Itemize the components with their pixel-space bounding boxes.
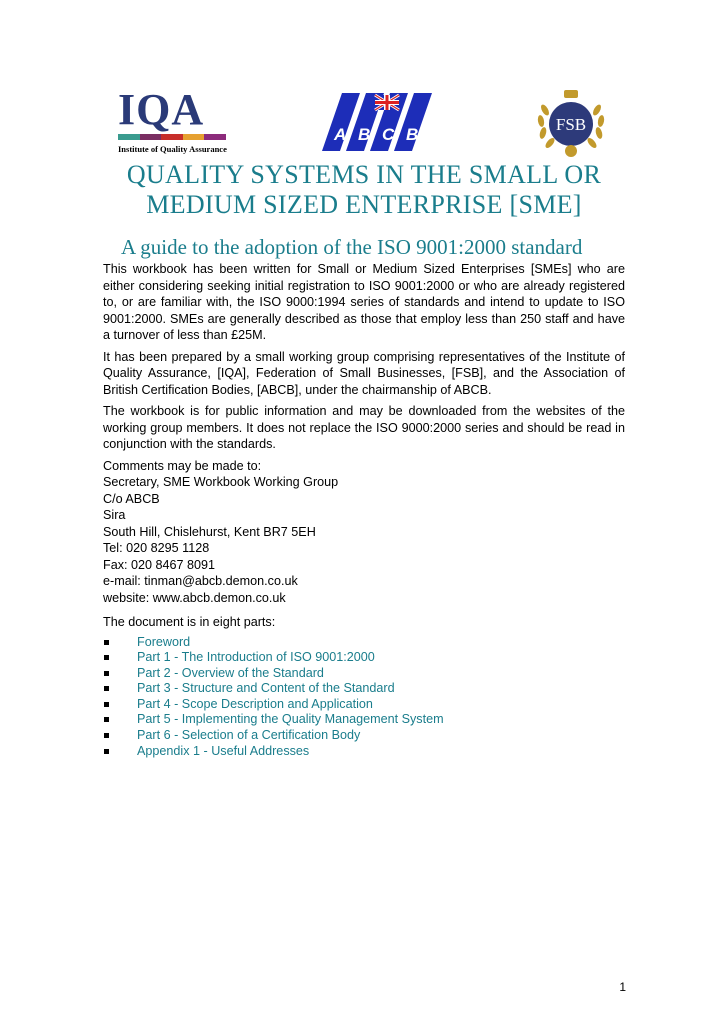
fsb-logo-graphic (535, 88, 607, 160)
contact-line: South Hill, Chislehurst, Kent BR7 5EH (103, 524, 316, 539)
iqa-logo (118, 85, 233, 160)
fsb-logo (535, 88, 607, 160)
parts-list-item[interactable] (103, 681, 625, 697)
bullet-icon (104, 733, 109, 738)
svg-text:B: B (358, 125, 371, 144)
contact-line: Tel: 020 8295 1128 (103, 541, 210, 555)
svg-text:B: B (406, 125, 419, 144)
iqa-bar-segment (140, 134, 162, 140)
parts-list-item[interactable] (103, 666, 625, 682)
part-link[interactable]: Part 4 - Scope Description and Application (137, 696, 373, 711)
iqa-bar-segment (161, 134, 183, 140)
iqa-bar-segment (118, 134, 140, 140)
part-link[interactable]: Part 5 - Implementing the Quality Management System (137, 712, 444, 727)
bullet-icon (104, 655, 109, 660)
bullet-icon (104, 686, 109, 691)
abcb-logo (320, 93, 438, 151)
page-number: 1 (619, 980, 626, 994)
contact-block (103, 458, 625, 607)
bullet-icon (104, 717, 109, 722)
contact-line: Comments may be made to: (103, 458, 262, 473)
contact-line: Secretary, SME Workbook Working Group (103, 475, 339, 489)
part-link[interactable]: Part 1 - The Introduction of ISO 9001:2000 (137, 650, 375, 665)
iqa-logo-letters: IQA (118, 85, 205, 134)
parts-list-item[interactable] (103, 728, 625, 744)
iqa-bar-segment (183, 134, 205, 140)
part-link[interactable]: Appendix 1 - Useful Addresses (137, 743, 310, 758)
part-link[interactable]: Foreword (137, 634, 191, 649)
page-subtitle: A guide to the adoption of the ISO 9001:2000 standard (121, 235, 583, 259)
bullet-icon (104, 702, 109, 707)
working-group-paragraph: It has been prepared by a small working group comprising representatives of the Institute of Quality Assurance, [IQA], Federation of Small Businesses, [FSB], and the Association of British Certification Bodies, [ABCB], under the chairmanship of ABCB. (103, 349, 625, 397)
parts-list (103, 635, 625, 760)
bullet-icon (104, 640, 109, 645)
contact-email[interactable]: e-mail: tinman@abcb.demon.co.uk (103, 574, 298, 588)
parts-list-item[interactable] (103, 744, 625, 760)
parts-intro: The document is in eight parts: (103, 615, 276, 629)
svg-text:A: A (334, 125, 347, 144)
part-link[interactable]: Part 3 - Structure and Content of the Standard (137, 681, 395, 696)
abcb-logo-graphic (320, 93, 438, 151)
bullet-icon (104, 671, 109, 676)
iqa-color-bar (118, 134, 226, 140)
part-link[interactable]: Part 2 - Overview of the Standard (137, 665, 324, 680)
contact-line: C/o ABCB (103, 491, 160, 506)
svg-text:C: C (382, 125, 395, 144)
public-info-paragraph: The workbook is for public information and may be downloaded from the websites of the working group members. It does not replace the ISO 9000:2000 series and should be read in conjunction with the standards. (103, 404, 625, 451)
parts-list-item[interactable] (103, 712, 625, 728)
parts-list-item[interactable] (103, 635, 625, 651)
contact-line: Sira (103, 508, 126, 522)
bullet-icon (104, 749, 109, 754)
document-body (103, 261, 625, 759)
parts-list-item[interactable] (103, 697, 625, 713)
part-link[interactable]: Part 6 - Selection of a Certification Body (137, 728, 361, 743)
iqa-logo-subtitle: Institute of Quality Assurance (118, 144, 227, 154)
page-title: QUALITY SYSTEMS IN THE SMALL OR MEDIUM SIZED ENTERPRISE [SME] (126, 160, 602, 219)
iqa-bar-segment (204, 134, 226, 140)
contact-website[interactable]: website: www.abcb.demon.co.uk (103, 590, 286, 605)
fsb-logo-letters: FSB (555, 115, 587, 134)
intro-paragraph: This workbook has been written for Small or Medium Sized Enterprises [SMEs] who are either considering seeking initial registration to ISO 9001:2000 or who are already registered to, or are familiar with, the ISO 9000:1994 series of standards and intend to update to ISO 9001:2000. SMEs are generally described as those that employ less than 250 staff and have a turnover of less than £25M. (103, 262, 625, 342)
contact-line: Fax: 020 8467 8091 (103, 557, 216, 572)
parts-list-item[interactable] (103, 650, 625, 666)
